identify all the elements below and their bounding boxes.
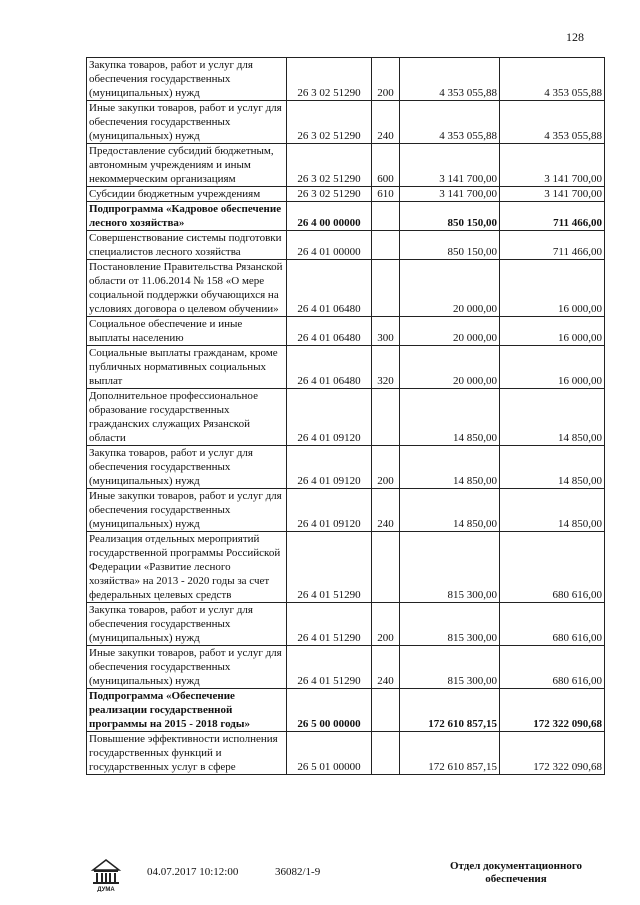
table-row — [87, 260, 605, 317]
row-expense-type: 320 — [372, 346, 400, 389]
budget-table — [86, 57, 605, 775]
row-sum-plan: 20 000,00 — [400, 260, 500, 317]
row-name: Подпрограмма «Кадровое обеспечение лесного хозяйства» — [87, 202, 287, 231]
row-sum-plan: 815 300,00 — [400, 532, 500, 603]
row-sum-actual: 711 466,00 — [500, 202, 605, 231]
table-row — [87, 101, 605, 144]
footer — [0, 858, 640, 898]
row-code: 26 4 01 51290 — [287, 646, 372, 689]
table-row — [87, 144, 605, 187]
row-expense-type: 200 — [372, 58, 400, 101]
table-row — [87, 346, 605, 389]
row-name: Иные закупки товаров, работ и услуг для обеспечения государственных (муниципальных) нужд — [87, 646, 287, 689]
table-row — [87, 603, 605, 646]
table-row — [87, 646, 605, 689]
row-expense-type — [372, 260, 400, 317]
row-name: Закупка товаров, работ и услуг для обеспечения государственных (муниципальных) нужд — [87, 58, 287, 101]
row-code: 26 5 01 00000 — [287, 732, 372, 775]
row-sum-plan: 3 141 700,00 — [400, 187, 500, 202]
row-expense-type: 600 — [372, 144, 400, 187]
row-name: Закупка товаров, работ и услуг для обеспечения государственных (муниципальных) нужд — [87, 446, 287, 489]
row-name: Социальное обеспечение и иные выплаты населению — [87, 317, 287, 346]
row-sum-actual: 680 616,00 — [500, 646, 605, 689]
row-name: Социальные выплаты гражданам, кроме публичных нормативных социальных выплат — [87, 346, 287, 389]
row-sum-actual: 680 616,00 — [500, 603, 605, 646]
row-expense-type — [372, 202, 400, 231]
row-name: Реализация отдельных мероприятий государственной программы Российской Федерации «Развитие лесного хозяйства» на 2013 - 2020 годы за счет федеральных целевых средств — [87, 532, 287, 603]
row-code: 26 4 01 00000 — [287, 231, 372, 260]
row-code: 26 4 01 09120 — [287, 489, 372, 532]
row-code: 26 4 01 09120 — [287, 389, 372, 446]
table-row — [87, 532, 605, 603]
row-sum-actual: 14 850,00 — [500, 489, 605, 532]
row-code: 26 3 02 51290 — [287, 58, 372, 101]
row-sum-actual: 4 353 055,88 — [500, 101, 605, 144]
row-expense-type: 200 — [372, 603, 400, 646]
row-name: Предоставление субсидий бюджетным, автономным учреждениям и иным некоммерческим организациям — [87, 144, 287, 187]
row-sum-actual: 16 000,00 — [500, 260, 605, 317]
table-row — [87, 58, 605, 101]
row-sum-plan: 4 353 055,88 — [400, 101, 500, 144]
row-name: Субсидии бюджетным учреждениям — [87, 187, 287, 202]
footer-doc-number: 36082/1-9 — [275, 866, 321, 878]
row-code: 26 4 01 06480 — [287, 317, 372, 346]
row-expense-type — [372, 689, 400, 732]
row-name: Повышение эффективности исполнения государственных функций и государственных услуг в сфере — [87, 732, 287, 775]
row-expense-type — [372, 732, 400, 775]
row-sum-plan: 850 150,00 — [400, 231, 500, 260]
row-sum-plan: 815 300,00 — [400, 603, 500, 646]
table-row — [87, 187, 605, 202]
table-row — [87, 202, 605, 231]
row-sum-actual: 16 000,00 — [500, 317, 605, 346]
row-sum-plan: 172 610 857,15 — [400, 732, 500, 775]
row-name: Иные закупки товаров, работ и услуг для обеспечения государственных (муниципальных) нужд — [87, 489, 287, 532]
row-expense-type — [372, 532, 400, 603]
row-code: 26 4 01 06480 — [287, 346, 372, 389]
row-name: Постановление Правительства Рязанской области от 11.06.2014 № 158 «О мере социальной поддержки обучающихся на условиях договора о целевом обучении» — [87, 260, 287, 317]
footer-date: 04.07.2017 10:12:00 — [147, 866, 239, 878]
row-name: Иные закупки товаров, работ и услуг для обеспечения государственных (муниципальных) нужд — [87, 101, 287, 144]
table-row — [87, 231, 605, 260]
row-code: 26 4 01 51290 — [287, 603, 372, 646]
row-sum-plan: 14 850,00 — [400, 389, 500, 446]
row-sum-plan: 20 000,00 — [400, 346, 500, 389]
page-number: 128 — [566, 30, 584, 44]
row-sum-actual: 711 466,00 — [500, 231, 605, 260]
table-row — [87, 732, 605, 775]
row-expense-type: 240 — [372, 489, 400, 532]
row-name: Закупка товаров, работ и услуг для обеспечения государственных (муниципальных) нужд — [87, 603, 287, 646]
row-expense-type — [372, 389, 400, 446]
row-sum-plan: 172 610 857,15 — [400, 689, 500, 732]
row-sum-plan: 20 000,00 — [400, 317, 500, 346]
row-name: Дополнительное профессиональное образование государственных гражданских служащих Рязанской области — [87, 389, 287, 446]
row-code: 26 3 02 51290 — [287, 187, 372, 202]
row-expense-type: 300 — [372, 317, 400, 346]
row-sum-plan: 3 141 700,00 — [400, 144, 500, 187]
row-sum-actual: 680 616,00 — [500, 532, 605, 603]
row-code: 26 3 02 51290 — [287, 144, 372, 187]
row-sum-actual: 16 000,00 — [500, 346, 605, 389]
row-expense-type: 200 — [372, 446, 400, 489]
table-row — [87, 689, 605, 732]
row-expense-type: 240 — [372, 101, 400, 144]
row-sum-plan: 14 850,00 — [400, 446, 500, 489]
row-code: 26 4 00 00000 — [287, 202, 372, 231]
row-sum-actual: 172 322 090,68 — [500, 689, 605, 732]
row-code: 26 4 01 09120 — [287, 446, 372, 489]
row-code: 26 4 01 06480 — [287, 260, 372, 317]
svg-text:ДУМА: ДУМА — [97, 887, 115, 892]
row-sum-plan: 850 150,00 — [400, 202, 500, 231]
row-sum-actual: 14 850,00 — [500, 389, 605, 446]
row-sum-actual: 3 141 700,00 — [500, 144, 605, 187]
row-sum-actual: 4 353 055,88 — [500, 58, 605, 101]
row-expense-type: 610 — [372, 187, 400, 202]
row-code: 26 5 00 00000 — [287, 689, 372, 732]
row-sum-actual: 172 322 090,68 — [500, 732, 605, 775]
table-row — [87, 446, 605, 489]
table-row — [87, 389, 605, 446]
row-code: 26 3 02 51290 — [287, 101, 372, 144]
duma-building-icon — [89, 858, 123, 892]
row-code: 26 4 01 51290 — [287, 532, 372, 603]
row-name: Совершенствование системы подготовки специалистов лесного хозяйства — [87, 231, 287, 260]
table-row — [87, 489, 605, 532]
row-expense-type: 240 — [372, 646, 400, 689]
row-name: Подпрограмма «Обеспечение реализации государственной программы на 2015 - 2018 годы» — [87, 689, 287, 732]
row-sum-plan: 815 300,00 — [400, 646, 500, 689]
row-expense-type — [372, 231, 400, 260]
row-sum-actual: 14 850,00 — [500, 446, 605, 489]
footer-department: Отдел документационного обеспечения — [449, 860, 583, 885]
row-sum-actual: 3 141 700,00 — [500, 187, 605, 202]
row-sum-plan: 4 353 055,88 — [400, 58, 500, 101]
row-sum-plan: 14 850,00 — [400, 489, 500, 532]
table-row — [87, 317, 605, 346]
